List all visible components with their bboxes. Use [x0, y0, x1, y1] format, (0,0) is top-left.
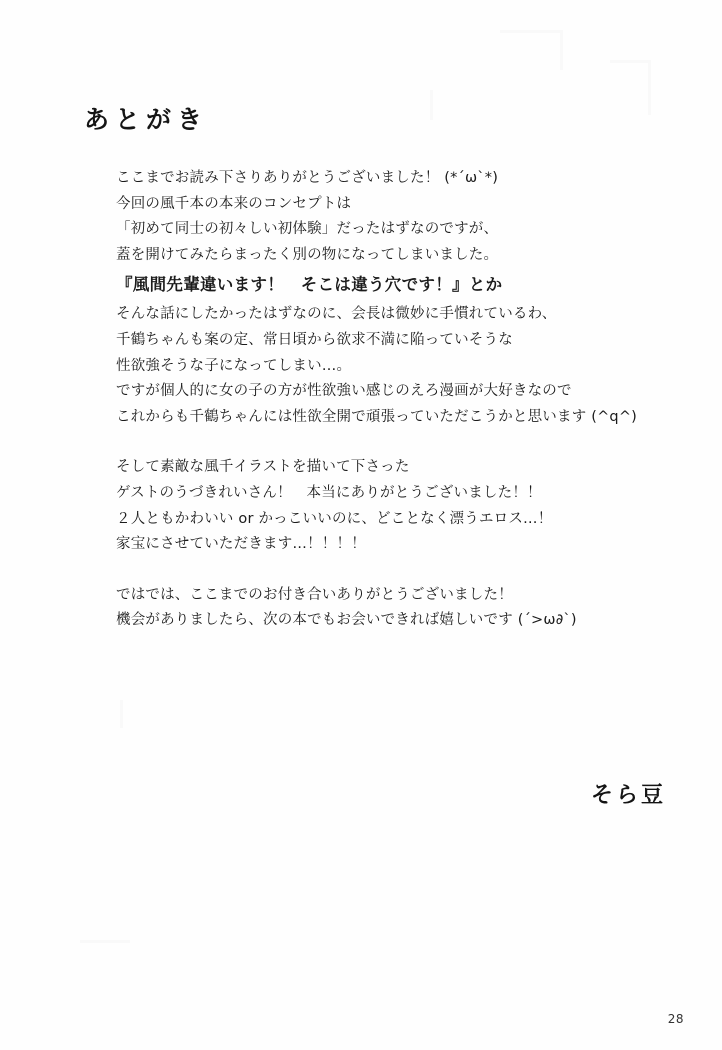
- paragraph-1: [116, 166, 696, 430]
- body-line: そんな話にしたかったはずなのに、会長は微妙に手慣れているわ、: [116, 306, 557, 323]
- paragraph-3: [116, 583, 696, 634]
- body-line: 今回の風千本の本来のコンセプトは: [116, 195, 352, 212]
- page-title: あとがき: [84, 105, 209, 134]
- author-signature: そら豆: [590, 783, 666, 808]
- page-number: 28: [667, 1012, 684, 1026]
- body-line: ２人ともかわいい or かっこいいのに、どことなく漂うエロス…！: [116, 510, 553, 527]
- body-line: ここまでお読み下さりありがとうございました！ (*´ω`*): [116, 170, 499, 186]
- afterword-body: [116, 166, 696, 634]
- body-line: 性欲強そうな子になってしまい…。: [116, 357, 352, 374]
- body-line: ゲストのうづきれいさん！ 本当にありがとうございました！！: [116, 484, 542, 501]
- body-line: 千鶴ちゃんも案の定、常日頃から欲求不満に陥っていそうな: [116, 331, 513, 348]
- paragraph-2: [116, 455, 696, 557]
- body-line: ですが個人的に女の子の方が性欲強い感じのえろ漫画が大好きなので: [116, 383, 572, 400]
- body-line: 家宝にさせていただきます…！！！！: [116, 536, 366, 553]
- body-line-emphasis: 『風間先輩違います！ そこは違う穴です！』とか: [116, 275, 503, 295]
- paragraph-spacer: [116, 430, 696, 455]
- body-line: これからも千鶴ちゃんには性欲全開で頑張っていただこうかと思います (^q^): [116, 408, 638, 425]
- body-line: 機会がありましたら、次の本でもお会いできれば嬉しいです (´>ω∂`): [116, 612, 577, 629]
- body-line: 蓋を開けてみたらまったく別の物になってしまいました。: [116, 246, 499, 263]
- body-line: ではでは、ここまでのお付き合いありがとうございました！: [116, 586, 513, 603]
- paragraph-spacer: [116, 558, 696, 583]
- body-line: そして素敵な風千イラストを描いて下さった: [116, 459, 410, 476]
- body-line: 「初めて同士の初々しい初体験」だったはずなのですが、: [116, 221, 499, 238]
